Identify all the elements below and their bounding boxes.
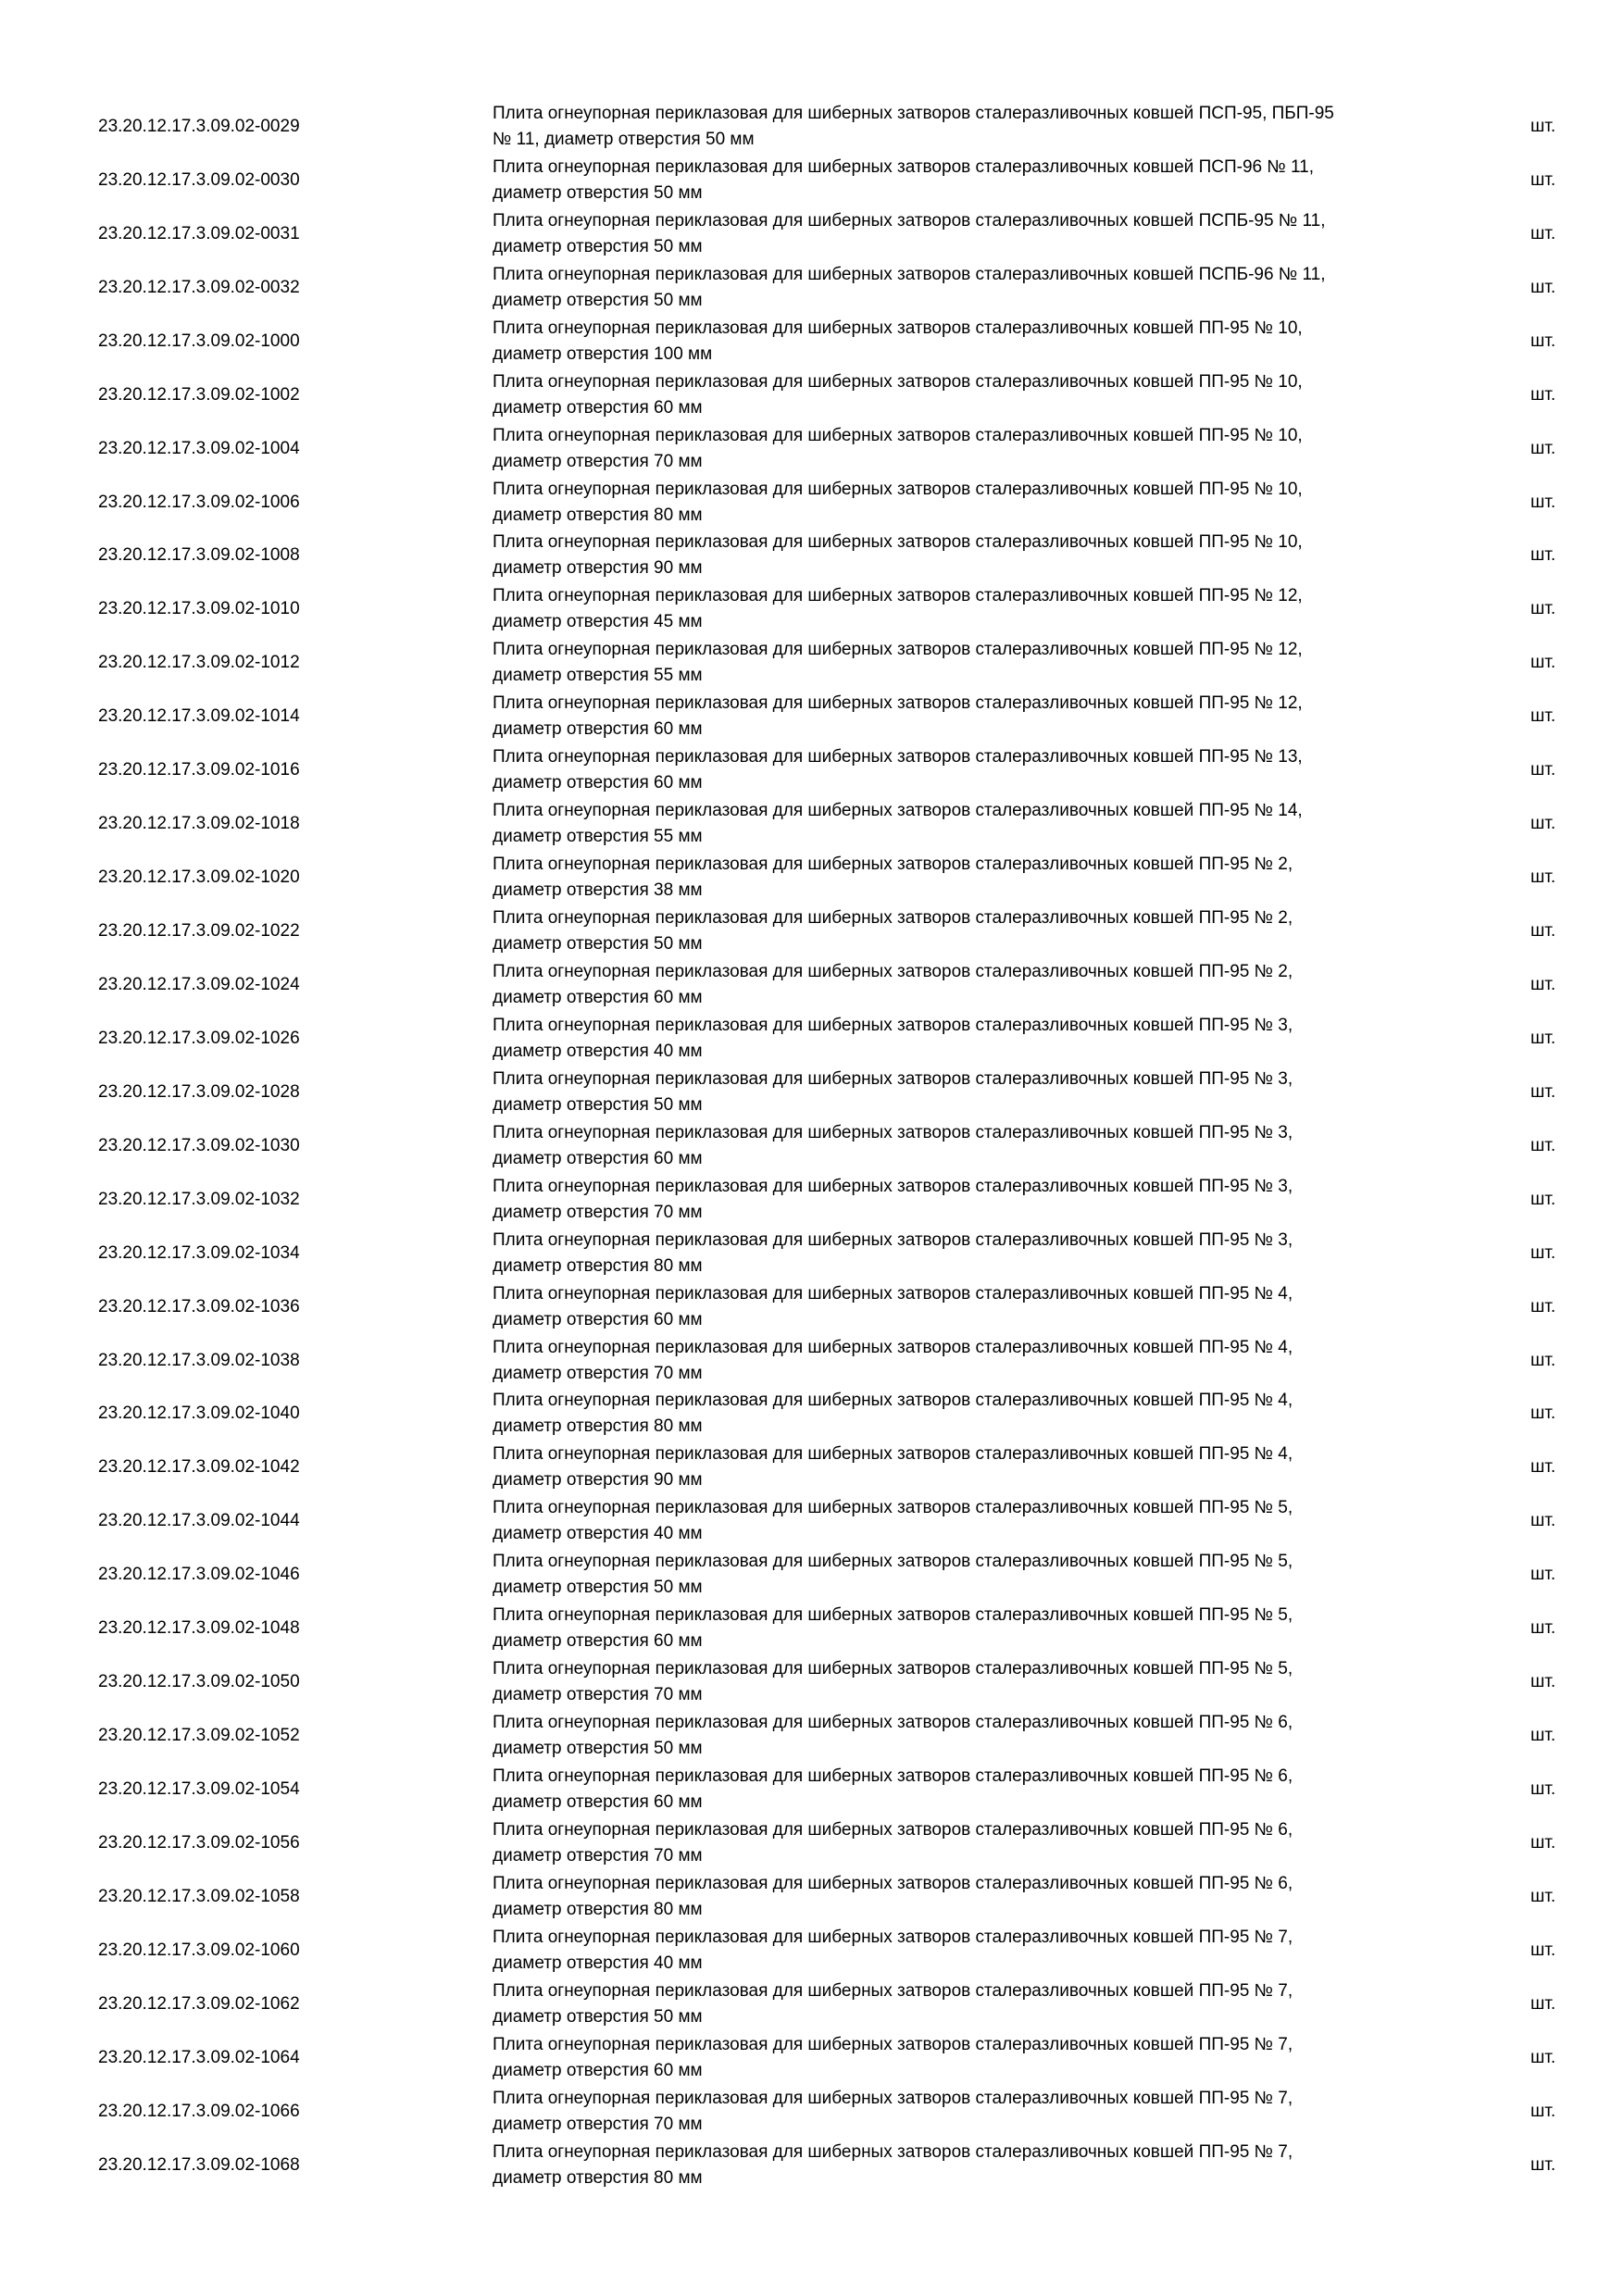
resource-code: 23.20.12.17.3.09.02-0030 <box>98 169 300 190</box>
resource-code: 23.20.12.17.3.09.02-1018 <box>98 814 300 834</box>
resource-description <box>493 691 1465 742</box>
description-line-1: Плита огнеупорная периклазовая для шиберных затворов сталеразливочных ковшей ПП-95 № 6, <box>493 1819 1293 1840</box>
resource-code: 23.20.12.17.3.09.02-1062 <box>98 1993 300 2014</box>
description-line-1: Плита огнеупорная периклазовая для шиберных затворов сталеразливочных ковшей ПП-95 № 7, <box>493 1980 1293 2001</box>
description-line-1: Плита огнеупорная периклазовая для шиберных затворов сталеразливочных ковшей ПП-95 № 4, <box>493 1283 1293 1304</box>
table-row <box>0 797 1624 851</box>
unit-of-measure: шт. <box>1530 706 1556 727</box>
unit-of-measure: шт. <box>1530 1940 1556 1960</box>
resource-description <box>493 316 1465 368</box>
unit-of-measure: шт. <box>1530 1242 1556 1263</box>
resource-description <box>493 2086 1465 2138</box>
resource-code: 23.20.12.17.3.09.02-1060 <box>98 1940 300 1960</box>
resource-code: 23.20.12.17.3.09.02-1022 <box>98 921 300 942</box>
resource-description <box>493 1441 1465 1493</box>
description-line-1: Плита огнеупорная периклазовая для шиберных затворов сталеразливочных ковшей ПП-95 № 10, <box>493 532 1303 553</box>
resource-code: 23.20.12.17.3.09.02-1046 <box>98 1565 300 1585</box>
description-line-2: диаметр отверстия 80 мм <box>493 2167 703 2188</box>
description-line-2: диаметр отверстия 70 мм <box>493 1363 703 1383</box>
description-line-2: диаметр отверстия 80 мм <box>493 1255 703 1276</box>
description-line-1: Плита огнеупорная периклазовая для шиберных затворов сталеразливочных ковшей ПП-95 № 3, <box>493 1122 1293 1142</box>
description-line-2: диаметр отверстия 50 мм <box>493 1739 703 1759</box>
unit-of-measure: шт. <box>1530 169 1556 190</box>
resource-code: 23.20.12.17.3.09.02-1016 <box>98 760 300 780</box>
resource-description <box>493 2032 1465 2084</box>
description-line-1: Плита огнеупорная периклазовая для шиберных затворов сталеразливочных ковшей ПП-95 № 12, <box>493 640 1303 660</box>
table-row <box>0 154 1624 207</box>
table-row <box>0 1012 1624 1066</box>
unit-of-measure: шт. <box>1530 1672 1556 1692</box>
resource-description <box>493 905 1465 957</box>
description-line-2: диаметр отверстия 80 мм <box>493 1899 703 1919</box>
description-line-2: диаметр отверстия 50 мм <box>493 934 703 955</box>
unit-of-measure: шт. <box>1530 1726 1556 1746</box>
resource-code: 23.20.12.17.3.09.02-1066 <box>98 2101 300 2121</box>
resource-code: 23.20.12.17.3.09.02-1020 <box>98 867 300 888</box>
description-line-2: диаметр отверстия 70 мм <box>493 1845 703 1866</box>
resource-description <box>493 959 1465 1011</box>
unit-of-measure: шт. <box>1530 867 1556 888</box>
resource-description <box>493 1335 1465 1387</box>
description-line-2: диаметр отверстия 50 мм <box>493 1578 703 1598</box>
description-line-1: Плита огнеупорная периклазовая для шиберных затворов сталеразливочных ковшей ПП-95 № 10, <box>493 479 1303 499</box>
table-row <box>0 958 1624 1012</box>
description-line-2: диаметр отверстия 90 мм <box>493 1470 703 1491</box>
unit-of-measure: шт. <box>1530 1457 1556 1478</box>
description-line-1: Плита огнеупорная периклазовая для шиберных затворов сталеразливочных ковшей ПП-95 № 5, <box>493 1498 1293 1518</box>
description-line-1: Плита огнеупорная периклазовая для шиберных затворов сталеразливочных ковшей ПСПБ-96 № 11, <box>493 264 1326 284</box>
resource-code: 23.20.12.17.3.09.02-1012 <box>98 653 300 673</box>
resource-description <box>493 1174 1465 1226</box>
description-line-1: Плита огнеупорная периклазовая для шиберных затворов сталеразливочных ковшей ПП-95 № 12, <box>493 586 1303 606</box>
unit-of-measure: шт. <box>1530 438 1556 458</box>
description-line-2: диаметр отверстия 70 мм <box>493 1202 703 1222</box>
description-line-1: Плита огнеупорная периклазовая для шиберных затворов сталеразливочных ковшей ПП-95 № 13, <box>493 747 1303 767</box>
unit-of-measure: шт. <box>1530 223 1556 243</box>
table-row <box>0 1870 1624 1924</box>
description-line-2: диаметр отверстия 100 мм <box>493 343 713 364</box>
table-row <box>0 1227 1624 1280</box>
unit-of-measure: шт. <box>1530 653 1556 673</box>
resource-description <box>493 744 1465 796</box>
resource-description <box>493 208 1465 260</box>
resource-description <box>493 101 1465 153</box>
description-line-1: Плита огнеупорная периклазовая для шиберных затворов сталеразливочных ковшей ПП-95 № 7, <box>493 2141 1293 2162</box>
unit-of-measure: шт. <box>1530 1565 1556 1585</box>
resource-description <box>493 477 1465 529</box>
unit-of-measure: шт. <box>1530 492 1556 512</box>
description-line-1: Плита огнеупорная периклазовая для шиберных затворов сталеразливочных ковшей ПП-95 № 4, <box>493 1444 1293 1465</box>
table-row <box>0 1494 1624 1548</box>
table-row <box>0 368 1624 422</box>
resource-description <box>493 1067 1465 1118</box>
unit-of-measure: шт. <box>1530 1135 1556 1155</box>
resource-description <box>493 1120 1465 1172</box>
resource-code: 23.20.12.17.3.09.02-1004 <box>98 438 300 458</box>
resource-code: 23.20.12.17.3.09.02-1030 <box>98 1135 300 1155</box>
table-row <box>0 422 1624 476</box>
resource-code: 23.20.12.17.3.09.02-1006 <box>98 492 300 512</box>
resource-description <box>493 262 1465 314</box>
description-line-2: диаметр отверстия 90 мм <box>493 558 703 579</box>
unit-of-measure: шт. <box>1530 2101 1556 2121</box>
resource-code: 23.20.12.17.3.09.02-1014 <box>98 706 300 727</box>
description-line-2: диаметр отверстия 60 мм <box>493 1631 703 1652</box>
table-row <box>0 1655 1624 1709</box>
description-line-2: диаметр отверстия 60 мм <box>493 1148 703 1168</box>
description-line-2: диаметр отверстия 50 мм <box>493 1094 703 1115</box>
resource-code: 23.20.12.17.3.09.02-1036 <box>98 1296 300 1316</box>
table-row <box>0 1388 1624 1441</box>
description-line-2: диаметр отверстия 40 мм <box>493 1953 703 1973</box>
description-line-2: диаметр отверстия 60 мм <box>493 2060 703 2080</box>
description-line-1: Плита огнеупорная периклазовая для шиберных затворов сталеразливочных ковшей ПП-95 № 10, <box>493 371 1303 392</box>
table-row <box>0 1441 1624 1494</box>
table-row <box>0 1119 1624 1173</box>
resource-description <box>493 155 1465 206</box>
unit-of-measure: шт. <box>1530 1779 1556 1800</box>
unit-of-measure: шт. <box>1530 1189 1556 1209</box>
resource-description <box>493 583 1465 635</box>
description-line-2: диаметр отверстия 60 мм <box>493 397 703 418</box>
resource-code: 23.20.12.17.3.09.02-1058 <box>98 1886 300 1906</box>
table-row <box>0 1709 1624 1763</box>
description-line-1: Плита огнеупорная периклазовая для шиберных затворов сталеразливочных ковшей ПП-95 № 3, <box>493 1229 1293 1250</box>
description-line-1: Плита огнеупорная периклазовая для шиберных затворов сталеразливочных ковшей ПП-95 № 7, <box>493 1927 1293 1947</box>
description-line-1: Плита огнеупорная периклазовая для шиберных затворов сталеразливочных ковшей ПП-95 № 2, <box>493 908 1293 929</box>
table-row <box>0 1280 1624 1334</box>
table-row <box>0 1924 1624 1978</box>
resource-description <box>493 1925 1465 1977</box>
table-row <box>0 905 1624 958</box>
table-row <box>0 530 1624 583</box>
resource-description <box>493 1871 1465 1923</box>
unit-of-measure: шт. <box>1530 1832 1556 1853</box>
table-row <box>0 743 1624 797</box>
description-line-2: диаметр отверстия 55 мм <box>493 827 703 847</box>
description-line-2: диаметр отверстия 70 мм <box>493 451 703 471</box>
table-row <box>0 100 1624 154</box>
resource-code: 23.20.12.17.3.09.02-1026 <box>98 1028 300 1048</box>
resource-description <box>493 1710 1465 1762</box>
resource-code: 23.20.12.17.3.09.02-1056 <box>98 1832 300 1853</box>
description-line-2: диаметр отверстия 40 мм <box>493 1041 703 1061</box>
description-line-2: диаметр отверстия 40 мм <box>493 1524 703 1544</box>
description-line-2: диаметр отверстия 45 мм <box>493 612 703 632</box>
resource-description <box>493 1228 1465 1279</box>
unit-of-measure: шт. <box>1530 2154 1556 2175</box>
resource-description <box>493 1388 1465 1440</box>
unit-of-measure: шт. <box>1530 921 1556 942</box>
description-line-1: Плита огнеупорная периклазовая для шиберных затворов сталеразливочных ковшей ПП-95 № 6, <box>493 1766 1293 1787</box>
description-line-2: диаметр отверстия 50 мм <box>493 2006 703 2027</box>
table-row <box>0 315 1624 368</box>
resource-description <box>493 1817 1465 1869</box>
description-line-2: диаметр отверстия 60 мм <box>493 987 703 1007</box>
description-line-2: диаметр отверстия 50 мм <box>493 182 703 203</box>
resource-description <box>493 637 1465 689</box>
description-line-1: Плита огнеупорная периклазовая для шиберных затворов сталеразливочных ковшей ПП-95 № 6, <box>493 1713 1293 1733</box>
unit-of-measure: шт. <box>1530 1081 1556 1102</box>
resource-code: 23.20.12.17.3.09.02-1048 <box>98 1618 300 1639</box>
resource-description <box>493 1013 1465 1065</box>
table-row <box>0 1334 1624 1388</box>
description-line-1: Плита огнеупорная периклазовая для шиберных затворов сталеразливочных ковшей ПП-95 № 5, <box>493 1552 1293 1572</box>
description-line-1: Плита огнеупорная периклазовая для шиберных затворов сталеразливочных ковшей ПП-95 № 14, <box>493 801 1303 821</box>
unit-of-measure: шт. <box>1530 1404 1556 1424</box>
table-row <box>0 1978 1624 2031</box>
unit-of-measure: шт. <box>1530 1993 1556 2014</box>
description-line-2: диаметр отверстия 60 мм <box>493 1792 703 1813</box>
resource-code: 23.20.12.17.3.09.02-1054 <box>98 1779 300 1800</box>
resource-code: 23.20.12.17.3.09.02-1000 <box>98 331 300 351</box>
description-line-2: диаметр отверстия 60 мм <box>493 1309 703 1329</box>
unit-of-measure: шт. <box>1530 277 1556 297</box>
table-row <box>0 2031 1624 2085</box>
description-line-2: диаметр отверстия 80 мм <box>493 1416 703 1437</box>
table-row <box>0 1763 1624 1816</box>
resource-description <box>493 1549 1465 1601</box>
unit-of-measure: шт. <box>1530 1296 1556 1316</box>
resource-code: 23.20.12.17.3.09.02-1064 <box>98 2047 300 2067</box>
table-row <box>0 636 1624 690</box>
description-line-1: Плита огнеупорная периклазовая для шиберных затворов сталеразливочных ковшей ПП-95 № 10, <box>493 425 1303 445</box>
resource-description <box>493 1603 1465 1654</box>
resource-code: 23.20.12.17.3.09.02-1068 <box>98 2154 300 2175</box>
description-line-1: Плита огнеупорная периклазовая для шиберных затворов сталеразливочных ковшей ПП-95 № 3, <box>493 1068 1293 1089</box>
unit-of-measure: шт. <box>1530 1350 1556 1370</box>
description-line-2: диаметр отверстия 80 мм <box>493 505 703 525</box>
description-line-1: Плита огнеупорная периклазовая для шиберных затворов сталеразливочных ковшей ПП-95 № 10, <box>493 318 1303 338</box>
resource-code: 23.20.12.17.3.09.02-1008 <box>98 545 300 566</box>
resource-description <box>493 423 1465 475</box>
resource-description <box>493 852 1465 904</box>
resource-code: 23.20.12.17.3.09.02-1034 <box>98 1242 300 1263</box>
description-line-2: № 11, диаметр отверстия 50 мм <box>493 129 755 149</box>
description-line-1: Плита огнеупорная периклазовая для шиберных затворов сталеразливочных ковшей ПП-95 № 4, <box>493 1391 1293 1411</box>
resource-code: 23.20.12.17.3.09.02-1042 <box>98 1457 300 1478</box>
unit-of-measure: шт. <box>1530 331 1556 351</box>
table-row <box>0 2139 1624 2192</box>
table-row <box>0 582 1624 636</box>
unit-of-measure: шт. <box>1530 760 1556 780</box>
unit-of-measure: шт. <box>1530 974 1556 994</box>
description-line-1: Плита огнеупорная периклазовая для шиберных затворов сталеразливочных ковшей ПП-95 № 4, <box>493 1337 1293 1357</box>
description-line-2: диаметр отверстия 60 мм <box>493 719 703 740</box>
resource-code: 23.20.12.17.3.09.02-1040 <box>98 1404 300 1424</box>
resource-code: 23.20.12.17.3.09.02-0029 <box>98 116 300 136</box>
unit-of-measure: шт. <box>1530 1028 1556 1048</box>
resource-code: 23.20.12.17.3.09.02-1052 <box>98 1726 300 1746</box>
unit-of-measure: шт. <box>1530 1618 1556 1639</box>
table-row <box>0 851 1624 905</box>
description-line-1: Плита огнеупорная периклазовая для шиберных затворов сталеразливочных ковшей ПП-95 № 7, <box>493 2034 1293 2054</box>
unit-of-measure: шт. <box>1530 384 1556 405</box>
unit-of-measure: шт. <box>1530 116 1556 136</box>
description-line-1: Плита огнеупорная периклазовая для шиберных затворов сталеразливочных ковшей ПП-95 № 2, <box>493 961 1293 981</box>
resource-description <box>493 530 1465 581</box>
resource-code: 23.20.12.17.3.09.02-1032 <box>98 1189 300 1209</box>
description-line-2: диаметр отверстия 70 мм <box>493 1685 703 1705</box>
price-list-table <box>0 100 1624 2192</box>
resource-code: 23.20.12.17.3.09.02-1028 <box>98 1081 300 1102</box>
table-row <box>0 1548 1624 1602</box>
resource-description <box>493 1281 1465 1333</box>
description-line-1: Плита огнеупорная периклазовая для шиберных затворов сталеразливочных ковшей ПП-95 № 12, <box>493 693 1303 714</box>
table-row <box>0 2085 1624 2139</box>
description-line-1: Плита огнеупорная периклазовая для шиберных затворов сталеразливочных ковшей ПП-95 № 3, <box>493 1176 1293 1196</box>
table-row <box>0 1602 1624 1655</box>
unit-of-measure: шт. <box>1530 814 1556 834</box>
resource-description <box>493 798 1465 850</box>
resource-code: 23.20.12.17.3.09.02-1050 <box>98 1672 300 1692</box>
unit-of-measure: шт. <box>1530 2047 1556 2067</box>
description-line-1: Плита огнеупорная периклазовая для шиберных затворов сталеразливочных ковшей ПСПБ-95 № 11, <box>493 210 1326 231</box>
resource-code: 23.20.12.17.3.09.02-1038 <box>98 1350 300 1370</box>
table-row <box>0 1816 1624 1870</box>
resource-code: 23.20.12.17.3.09.02-1010 <box>98 599 300 619</box>
table-row <box>0 1173 1624 1227</box>
description-line-1: Плита огнеупорная периклазовая для шиберных затворов сталеразливочных ковшей ПСП-96 № 11, <box>493 156 1315 177</box>
description-line-1: Плита огнеупорная периклазовая для шиберных затворов сталеразливочных ковшей ПП-95 № 7, <box>493 2088 1293 2108</box>
description-line-1: Плита огнеупорная периклазовая для шиберных затворов сталеразливочных ковшей ПП-95 № 2, <box>493 855 1293 875</box>
resource-description <box>493 1495 1465 1547</box>
description-line-2: диаметр отверстия 50 мм <box>493 290 703 310</box>
table-row <box>0 690 1624 743</box>
table-row <box>0 207 1624 261</box>
description-line-2: диаметр отверстия 70 мм <box>493 2114 703 2134</box>
description-line-2: диаметр отверстия 60 мм <box>493 773 703 793</box>
description-line-2: диаметр отверстия 50 мм <box>493 236 703 256</box>
description-line-1: Плита огнеупорная периклазовая для шиберных затворов сталеразливочных ковшей ПП-95 № 5, <box>493 1659 1293 1679</box>
table-row <box>0 261 1624 315</box>
table-row <box>0 476 1624 530</box>
description-line-2: диаметр отверстия 38 мм <box>493 880 703 901</box>
description-line-1: Плита огнеупорная периклазовая для шиберных затворов сталеразливочных ковшей ПСП-95, ПБП-95 <box>493 103 1334 123</box>
unit-of-measure: шт. <box>1530 545 1556 566</box>
resource-code: 23.20.12.17.3.09.02-0031 <box>98 223 300 243</box>
resource-code: 23.20.12.17.3.09.02-0032 <box>98 277 300 297</box>
description-line-1: Плита огнеупорная периклазовая для шиберных затворов сталеразливочных ковшей ПП-95 № 6, <box>493 1873 1293 1893</box>
description-line-1: Плита огнеупорная периклазовая для шиберных затворов сталеразливочных ковшей ПП-95 № 5, <box>493 1605 1293 1626</box>
resource-description <box>493 2140 1465 2191</box>
resource-description <box>493 1978 1465 2030</box>
unit-of-measure: шт. <box>1530 1511 1556 1531</box>
table-row <box>0 1066 1624 1119</box>
resource-description <box>493 369 1465 421</box>
resource-description <box>493 1656 1465 1708</box>
unit-of-measure: шт. <box>1530 599 1556 619</box>
description-line-1: Плита огнеупорная периклазовая для шиберных затворов сталеразливочных ковшей ПП-95 № 3, <box>493 1015 1293 1035</box>
resource-code: 23.20.12.17.3.09.02-1002 <box>98 384 300 405</box>
description-line-2: диаметр отверстия 55 мм <box>493 666 703 686</box>
resource-code: 23.20.12.17.3.09.02-1024 <box>98 974 300 994</box>
unit-of-measure: шт. <box>1530 1886 1556 1906</box>
resource-description <box>493 1764 1465 1816</box>
resource-code: 23.20.12.17.3.09.02-1044 <box>98 1511 300 1531</box>
